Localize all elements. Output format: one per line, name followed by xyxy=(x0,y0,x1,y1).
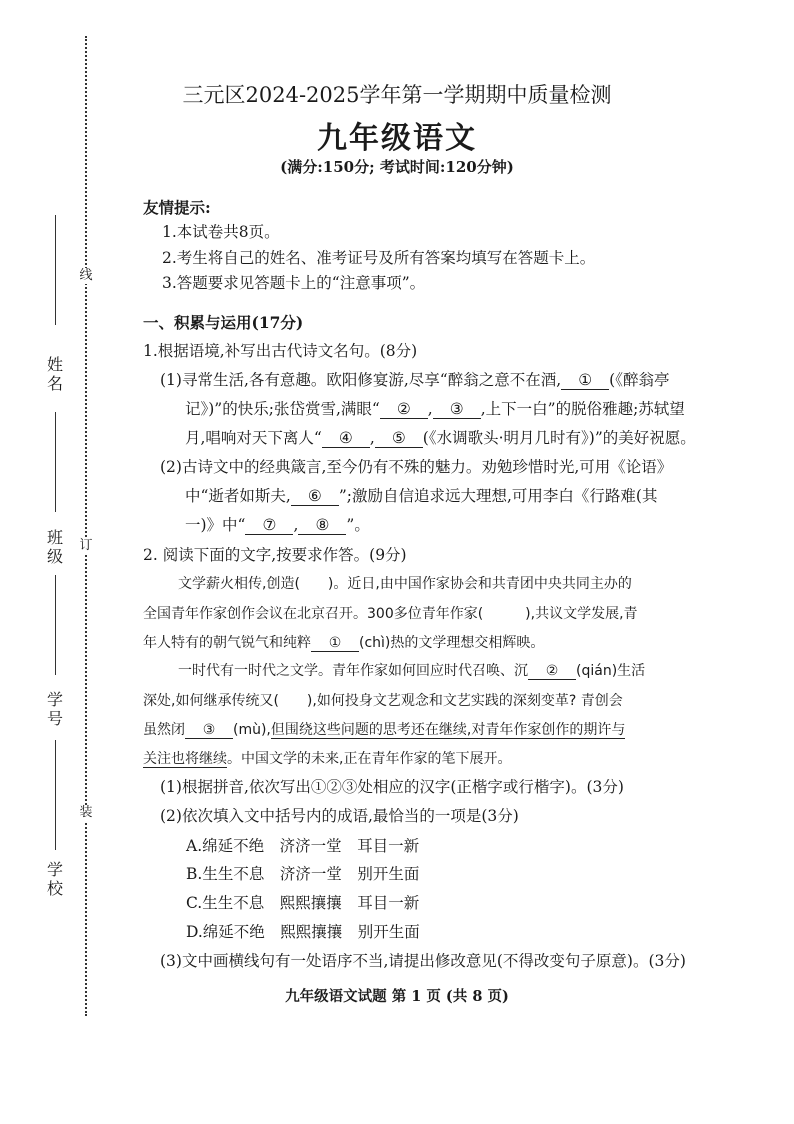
choice-option-d: D.绵延不绝 熙熙攘攘 别开生面 xyxy=(186,923,420,941)
passage-line: 年人特有的朝气锐气和纯粹 ① (chì)热的文学理想交相辉映。 xyxy=(143,635,545,651)
subject-title: 九年级语文 xyxy=(317,121,477,156)
q1-part1-line2: 记》)”的快乐;张岱赏雪,满眼“ ② , ③ ,上下一白”的脱俗雅趣;苏轼望 xyxy=(185,400,685,418)
passage-line: 关注也将继续。中国文学的未来,正在青年作家的笔下展开。 xyxy=(143,751,512,767)
sub-question-2: (2)依次填入文中括号内的成语,最恰当的一项是(3分) xyxy=(160,807,519,825)
sub-question-1: (1)根据拼音,依次写出①②③处相应的汉字(正楷字或行楷字)。(3分) xyxy=(160,778,624,796)
school-label: 学校 xyxy=(46,860,63,898)
name-fill-line xyxy=(55,215,56,325)
q1-part2-line2: 中“逝者如斯夫, ⑥ ”;激励自信追求远大理想,可用李白《行路难(其 xyxy=(185,487,658,505)
question-1-stem: 1.根据语境,补写出古代诗文名句。(8分) xyxy=(143,342,418,360)
cut-mark-xian: 线 xyxy=(79,268,93,283)
id-label: 学号 xyxy=(46,690,63,728)
cut-mark-ding: 订 xyxy=(79,538,93,553)
choice-option-b: B.生生不息 济济一堂 别开生面 xyxy=(186,865,420,883)
tip-item: 3.答题要求见答题卡上的“注意事项”。 xyxy=(162,274,426,292)
cut-mark-zhuang: 装 xyxy=(79,805,93,820)
answer-blank-5: ⑤ xyxy=(375,429,423,448)
answer-blank-7: ⑦ xyxy=(245,516,293,535)
pinyin-blank-1: ① xyxy=(311,635,359,652)
choice-option-c: C.生生不息 熙熙攘攘 耳目一新 xyxy=(186,894,420,912)
answer-blank-2: ② xyxy=(380,400,428,419)
pinyin-blank-2: ② xyxy=(528,663,576,680)
binding-dotted-line xyxy=(85,36,87,1016)
passage-line: 一时代有一时代之文学。青年作家如何回应时代召唤、沉 ② (qián)生活 xyxy=(178,663,646,679)
q1-part1-line3: 月,唱响对天下离人“ ④ , ⑤ (《水调歌头·明月几时有》)”的美好祝愿。 xyxy=(185,429,696,447)
underlined-sentence: 但围绕这些问题的思考还在继续,对青年作家创作的期许与 xyxy=(270,722,626,738)
tips-heading: 友情提示: xyxy=(143,198,211,217)
underlined-sentence: 关注也将继续 xyxy=(143,751,227,767)
passage-line: 全国青年作家创作会议在北京召开。300多位青年作家( ),共议文学发展,青 xyxy=(143,606,638,622)
answer-blank-3: ③ xyxy=(433,400,481,419)
sub-question-3: (3)文中画横线句有一处语序不当,请提出修改意见(不得改变句子原意)。(3分) xyxy=(160,952,686,970)
answer-blank-8: ⑧ xyxy=(298,516,346,535)
school-fill-line xyxy=(55,740,56,850)
question-2-stem: 2. 阅读下面的文字,按要求作答。(9分) xyxy=(143,546,407,564)
answer-blank-4: ④ xyxy=(322,429,370,448)
page-footer: 九年级语文试题 第 1 页 (共 8 页) xyxy=(285,988,509,1005)
q1-part1-line1: (1)寻常生活,各有意趣。欧阳修宴游,尽享“醉翁之意不在酒, ① (《醉翁亭 xyxy=(160,371,670,389)
q1-part2-line3: 一)》中“ ⑦ , ⑧ ”。 xyxy=(185,516,370,534)
answer-blank-1: ① xyxy=(561,371,609,390)
passage-line: 文学薪火相传,创造( )。近日,由中国作家协会和共青团中央共同主办的 xyxy=(178,576,632,592)
class-fill-line xyxy=(55,412,56,512)
passage-line: 虽然闭 ③ (mù),但围绕这些问题的思考还在继续,对青年作家创作的期许与 xyxy=(143,722,626,738)
pinyin-blank-3: ③ xyxy=(185,722,233,739)
passage-line: 深处,如何继承传统又( ),如何投身文艺观念和文艺实践的深刻变革? 青创会 xyxy=(143,693,623,709)
answer-blank-6: ⑥ xyxy=(291,487,339,506)
tip-item: 1.本试卷共8页。 xyxy=(162,223,280,241)
id-fill-line xyxy=(55,575,56,675)
exam-title: 三元区2024-2025学年第一学期期中质量检测 xyxy=(182,83,612,107)
section-heading: 一、积累与运用(17分) xyxy=(143,313,304,332)
choice-option-a: A.绵延不绝 济济一堂 耳目一新 xyxy=(186,837,420,855)
name-label: 姓名 xyxy=(46,355,63,393)
q1-part2-line1: (2)古诗文中的经典箴言,至今仍有不殊的魅力。劝勉珍惜时光,可用《论语》 xyxy=(160,458,673,476)
tip-item: 2.考生将自己的姓名、准考证号及所有答案均填写在答题卡上。 xyxy=(162,249,596,267)
class-label: 班级 xyxy=(46,528,63,566)
score-time-info: (满分:150分; 考试时间:120分钟) xyxy=(280,158,514,176)
